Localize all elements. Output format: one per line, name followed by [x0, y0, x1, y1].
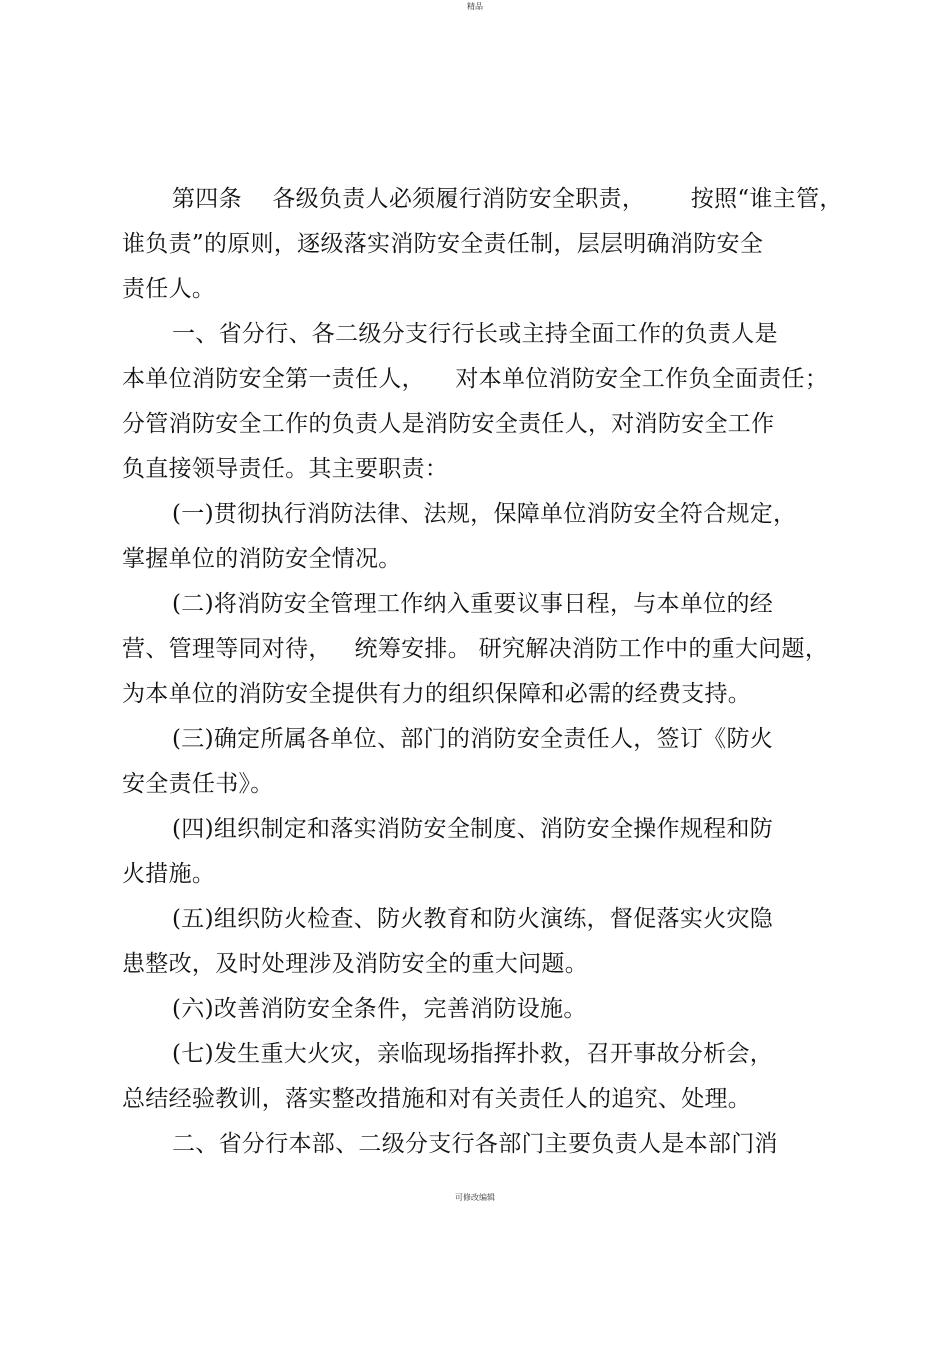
section-1-line-3: 分管消防安全工作的负责人是消防安全责任人，对消防安全工作 — [122, 411, 775, 437]
duty-6-line-1: (六)改善消防安全条件，完善消防设施。 — [172, 996, 587, 1022]
duty-2-line-2: 营、管理等同对待， 统筹安排。 研究解决消防工作中的重大问题， — [122, 636, 829, 662]
duty-3-line-2: 安全责任书》。 — [122, 771, 274, 797]
duty-5-line-1: (五)组织防火检查、防火教育和防火演练，督促落实火灾隐 — [172, 906, 774, 932]
duty-3-line-1: (三)确定所属各单位、部门的消防安全责任人，签订《防火 — [172, 726, 774, 752]
duty-4-line-2: 火措施。 — [122, 861, 216, 887]
duty-1-line-1: (一)贯彻执行消防法律、法规，保障单位消防安全符合规定， — [172, 501, 797, 527]
section-1-line-1: 一、省分行、各二级分支行行长或主持全面工作的负责人是 — [172, 321, 778, 347]
article-4-line-1: 第四条 各级负责人必须履行消防安全职责， 按照“谁主管， — [172, 186, 843, 212]
duty-4-line-1: (四)组织制定和落实消防安全制度、消防安全操作规程和防 — [172, 816, 774, 842]
duty-7-line-2: 总结经验教训，落实整改措施和对有关责任人的追究、处理。 — [122, 1086, 752, 1112]
footer-watermark: 可修改编辑 — [455, 1193, 495, 1202]
header-watermark: 精品 — [467, 2, 483, 11]
article-4-line-3: 责任人。 — [122, 276, 216, 302]
article-4-line-2: 谁负责”的原则，逐级落实消防安全责任制，层层明确消防安全 — [122, 231, 764, 257]
duty-2-line-3: 为本单位的消防安全提供有力的组织保障和必需的经费支持。 — [122, 681, 752, 707]
duty-5-line-2: 患整改，及时处理涉及消防安全的重大问题。 — [122, 951, 588, 977]
section-2-line-1: 二、省分行本部、二级分支行各部门主要负责人是本部门消 — [172, 1131, 778, 1157]
section-1-line-2: 本单位消防安全第一责任人， 对本单位消防安全工作负全面责任； — [122, 366, 829, 392]
duty-1-line-2: 掌握单位的消防安全情况。 — [122, 546, 402, 572]
duty-7-line-1: (七)发生重大火灾，亲临现场指挥扑救，召开事故分析会， — [172, 1041, 774, 1067]
section-1-line-4: 负直接领导责任。其主要职责： — [122, 456, 449, 482]
duty-2-line-1: (二)将消防安全管理工作纳入重要议事日程，与本单位的经 — [172, 591, 774, 617]
